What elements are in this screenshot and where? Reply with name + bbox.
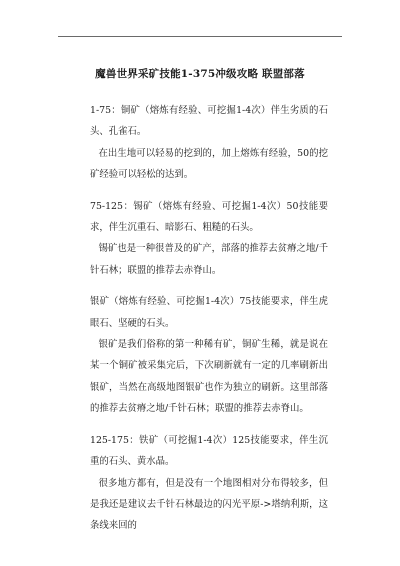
paragraph-tin: 75-125：锡矿（熔炼有经验、可挖掘1-4次）50技能要求，伴生沉重石、暗影石、粗糙的石头。: [90, 200, 328, 234]
document-body: [90, 100, 328, 537]
paragraph-gap: [90, 186, 328, 196]
paragraph-copper-detail: 在出生地可以轻易的挖到的，加上熔炼有经验，50的挖矿经验可以轻松的达到。: [90, 147, 328, 181]
paragraph-silver-detail: 银矿是我们俗称的第一种稀有矿，铜矿生稀，就是说在某一个铜矿被采集完后，下次刷新就有一定的几率刷新出银矿，当然在高级地图银矿也作为独立的刷新。这里部落的推荐去贫瘠之地/千针石林；联盟的推荐去赤脊山。: [90, 339, 328, 415]
paragraph-copper: 1-75：铜矿（熔炼有经验、可挖掘1-4次）伴生劣质的石头、孔雀石。: [90, 105, 328, 138]
paragraph-iron-detail: 很多地方都有，但是没有一个地图相对分布得较多，但是我还是建议去千针石林最边的闪光平原->塔纳利斯，这条线来回的: [90, 477, 328, 532]
document-title: 魔兽世界采矿技能1-375冲级攻略 联盟部落: [95, 68, 305, 80]
header-rule: [58, 36, 342, 37]
paragraph-gap: [90, 420, 328, 430]
paragraph-tin-detail: 锡矿也是一种很普及的矿产，部落的推荐去贫瘠之地/千针石林；联盟的推荐去赤脊山。: [90, 243, 328, 276]
paragraph-silver: 银矿（熔炼有经验、可挖掘1-4次）75技能要求，伴生虎眼石、坚硬的石头。: [90, 296, 328, 329]
paragraph-iron: 125-175：铁矿（可挖掘1-4次）125技能要求，伴生沉重的石头、黄水晶。: [90, 434, 328, 468]
paragraph-gap: [90, 281, 328, 291]
